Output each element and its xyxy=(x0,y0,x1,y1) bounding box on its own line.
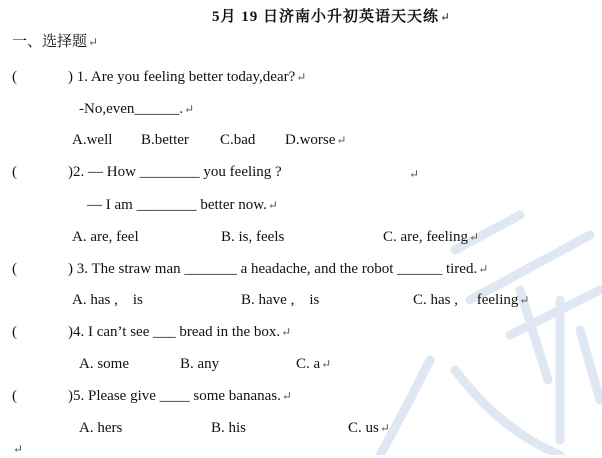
option: B. is, feels xyxy=(221,229,285,245)
section-heading: 一、选择题↵ xyxy=(12,34,99,50)
option: A.well xyxy=(72,132,113,148)
answer-paren: ( xyxy=(12,261,17,277)
question-stem: )2. — How ________ you feeling ? xyxy=(68,164,282,180)
option: B.better xyxy=(141,132,189,148)
option: B. have , is xyxy=(241,292,320,308)
option: C.bad xyxy=(220,132,256,148)
question-stem: )5. Please give ____ some bananas.↵ xyxy=(68,388,292,404)
answer-paren: ( xyxy=(12,69,17,85)
paragraph-mark: ↵ xyxy=(13,442,24,456)
option: B. any xyxy=(180,356,220,372)
answer-paren: ( xyxy=(12,324,17,340)
question-stem: )4. I can’t see ___ bread in the box.↵ xyxy=(68,324,292,340)
question-stem: ) 3. The straw man _______ a headache, and the robot ______ tired.↵ xyxy=(68,261,489,277)
option: C. us↵ xyxy=(348,420,390,436)
page-title: 5月 19 日济南小升初英语天天练↵ xyxy=(212,9,452,25)
option: C. are, feeling↵ xyxy=(383,229,480,245)
option: C. has , feeling↵ xyxy=(413,292,530,308)
answer-paren: ( xyxy=(12,164,17,180)
question-line2: -No,even______.↵ xyxy=(79,101,195,117)
paragraph-mark: ↵ xyxy=(409,167,420,181)
answer-paren: ( xyxy=(12,388,17,404)
question-line2: — I am ________ better now.↵ xyxy=(87,197,278,213)
option: D.worse↵ xyxy=(285,132,347,148)
option: A. hers xyxy=(79,420,123,436)
option: A. are, feel xyxy=(72,229,139,245)
option: B. his xyxy=(211,420,247,436)
option: A. some xyxy=(79,356,129,372)
option: A. has , is xyxy=(72,292,143,308)
option: C. a↵ xyxy=(296,356,332,372)
question-stem: ) 1. Are you feeling better today,dear?↵ xyxy=(68,69,307,85)
